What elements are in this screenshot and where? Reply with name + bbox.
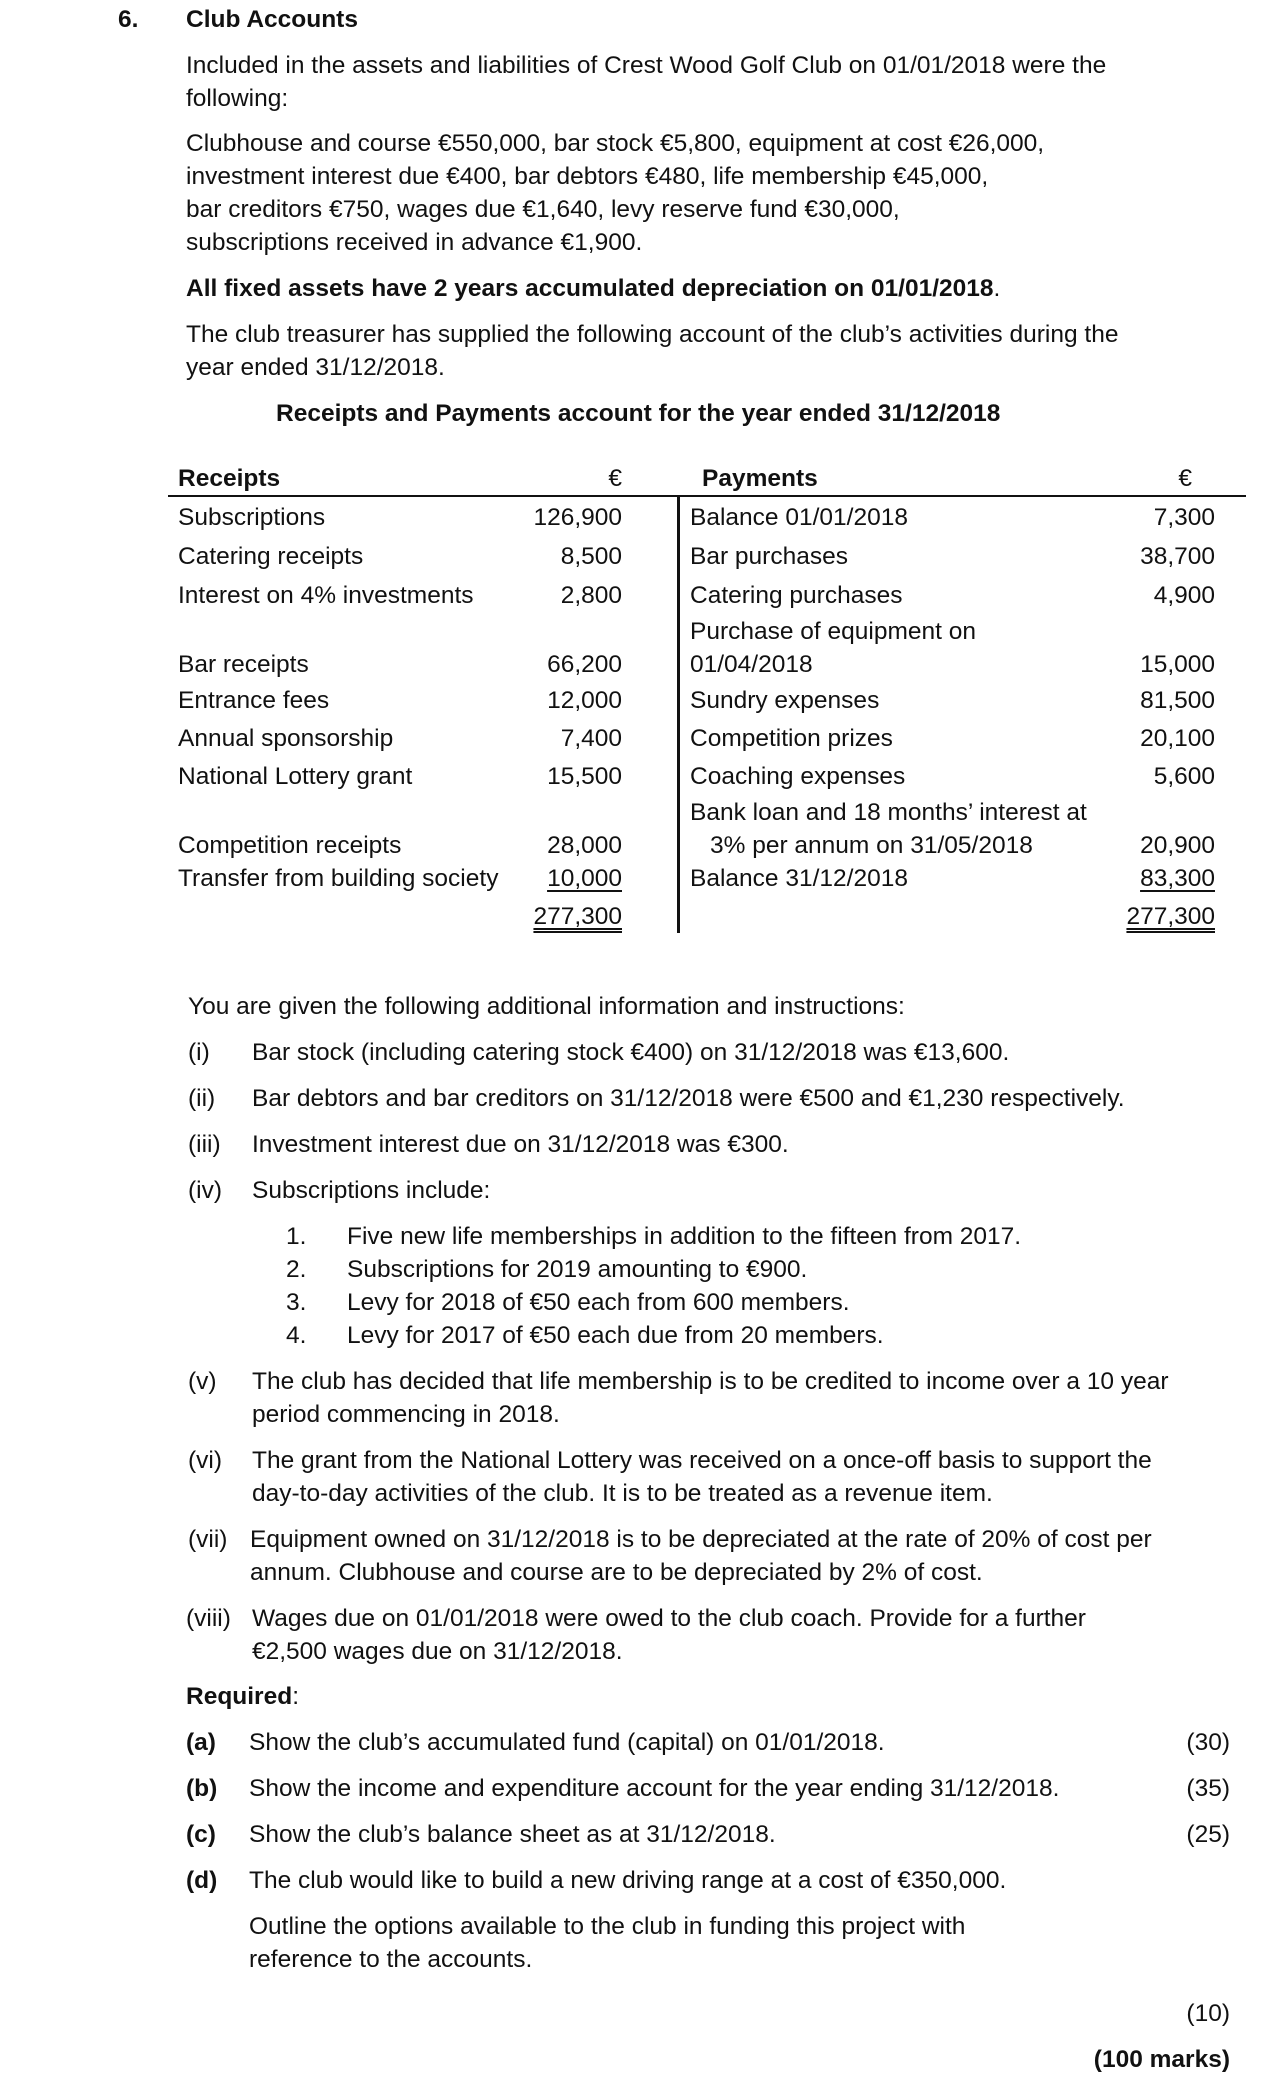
sub-item-number: 1. <box>286 1223 307 1250</box>
info-item-text: The grant from the National Lottery was received on a once-off basis to support the <box>252 1447 1152 1474</box>
intro-line-1: Included in the assets and liabilities of Crest Wood Golf Club on 01/01/2018 were the <box>186 52 1107 79</box>
payment-label: Competition prizes <box>690 725 893 752</box>
payment-amount: 20,100 <box>1140 725 1215 752</box>
info-item-number: (vi) <box>188 1447 223 1474</box>
payment-label: Sundry expenses <box>690 687 880 714</box>
depreciation-note-bold: All fixed assets have 2 years accumulated depreciation on 01/01/2018 <box>186 275 994 302</box>
depreciation-note <box>186 272 1000 305</box>
sub-item-number: 2. <box>286 1256 307 1283</box>
receipts-header: Receipts <box>178 465 281 492</box>
sub-item-number: 4. <box>286 1322 307 1349</box>
info-item-text: annum. Clubhouse and course are to be depreciated by 2% of cost. <box>250 1559 983 1586</box>
table-center-rule <box>677 495 680 933</box>
total-marks: (100 marks) <box>1093 2046 1230 2073</box>
info-item-text: Investment interest due on 31/12/2018 was €300. <box>252 1131 789 1158</box>
payment-label: Bank loan and 18 months’ interest at <box>690 799 1087 826</box>
info-item-text: Bar debtors and bar creditors on 31/12/2018 were €500 and €1,230 respectively. <box>252 1085 1125 1112</box>
receipt-label: National Lottery grant <box>178 763 413 790</box>
payment-amount: 20,900 <box>1140 832 1215 859</box>
question-number: 6. <box>118 6 139 33</box>
required-item-marks: (35) <box>1186 1775 1230 1802</box>
required-item-marks: (25) <box>1186 1821 1230 1848</box>
required-item-text: The club would like to build a new driving range at a cost of €350,000. <box>249 1867 1007 1894</box>
required-item-text: Show the income and expenditure account for the year ending 31/12/2018. <box>249 1775 1060 1802</box>
sub-item-text: Levy for 2018 of €50 each from 600 members. <box>347 1289 850 1316</box>
balances-line-3: bar creditors €750, wages due €1,640, levy reserve fund €30,000, <box>186 196 900 223</box>
payment-label: Balance 31/12/2018 <box>690 865 908 892</box>
receipt-label: Interest on 4% investments <box>178 582 474 609</box>
payment-label: Balance 01/01/2018 <box>690 504 908 531</box>
treasurer-line-2: year ended 31/12/2018. <box>186 354 445 381</box>
receipt-amount: 15,500 <box>547 763 622 790</box>
payment-amount: 81,500 <box>1140 687 1215 714</box>
required-heading-label: Required <box>186 1683 293 1710</box>
required-item-letter: (a) <box>186 1729 216 1756</box>
payment-label-continued: 3% per annum on 31/05/2018 <box>710 832 1033 859</box>
required-item-letter: (d) <box>186 1867 218 1894</box>
payment-label: Catering purchases <box>690 582 903 609</box>
payment-label-continued: 01/04/2018 <box>690 651 813 678</box>
required-item-text: reference to the accounts. <box>249 1946 533 1973</box>
receipt-label: Annual sponsorship <box>178 725 394 752</box>
receipt-label: Catering receipts <box>178 543 364 570</box>
required-heading <box>186 1680 299 1713</box>
receipt-amount: 126,900 <box>533 504 622 531</box>
payment-label: Bar purchases <box>690 543 848 570</box>
receipt-amount: 28,000 <box>547 832 622 859</box>
balances-line-2: investment interest due €400, bar debtors €480, life membership €45,000, <box>186 163 989 190</box>
info-item-text: Bar stock (including catering stock €400) on 31/12/2018 was €13,600. <box>252 1039 1010 1066</box>
receipt-amount: 8,500 <box>560 543 622 570</box>
receipt-amount: 12,000 <box>547 687 622 714</box>
required-item-marks: (10) <box>1186 2000 1230 2027</box>
sub-item-text: Subscriptions for 2019 amounting to €900. <box>347 1256 808 1283</box>
info-item-number: (v) <box>188 1368 217 1395</box>
payment-label: Coaching expenses <box>690 763 906 790</box>
payments-total: 277,300 <box>1126 903 1215 930</box>
receipt-label: Competition receipts <box>178 832 402 859</box>
payments-header: Payments <box>702 465 818 492</box>
sub-item-text: Levy for 2017 of €50 each due from 20 members. <box>347 1322 884 1349</box>
info-item-number: (i) <box>188 1039 210 1066</box>
sub-item-number: 3. <box>286 1289 307 1316</box>
required-item-letter: (b) <box>186 1775 218 1802</box>
payment-label: Purchase of equipment on <box>690 618 977 645</box>
payment-amount: 4,900 <box>1153 582 1215 609</box>
balances-line-1: Clubhouse and course €550,000, bar stock €5,800, equipment at cost €26,000, <box>186 130 1045 157</box>
info-item-text: Wages due on 01/01/2018 were owed to the club coach. Provide for a further <box>252 1605 1086 1632</box>
payment-amount: 5,600 <box>1153 763 1215 790</box>
receipt-label: Bar receipts <box>178 651 309 678</box>
receipt-amount: 10,000 <box>547 865 622 892</box>
payments-currency: € <box>1178 465 1192 492</box>
required-item-text: Outline the options available to the club in funding this project with <box>249 1913 966 1940</box>
question-title: Club Accounts <box>186 6 358 33</box>
required-item-text: Show the club’s balance sheet as at 31/12/2018. <box>249 1821 776 1848</box>
receipt-label: Subscriptions <box>178 504 326 531</box>
receipt-label: Transfer from building society <box>178 865 499 892</box>
info-item-text: Equipment owned on 31/12/2018 is to be depreciated at the rate of 20% of cost per <box>250 1526 1152 1553</box>
info-item-text: The club has decided that life membership is to be credited to income over a 10 year <box>252 1368 1169 1395</box>
info-item-number: (ii) <box>188 1085 216 1112</box>
info-item-number: (viii) <box>186 1605 231 1632</box>
sub-item-text: Five new life memberships in addition to the fifteen from 2017. <box>347 1223 1022 1250</box>
table-header-rule <box>168 495 1246 497</box>
info-item-number: (iv) <box>188 1177 223 1204</box>
required-heading-colon: : <box>292 1683 299 1710</box>
balances-line-4: subscriptions received in advance €1,900. <box>186 229 643 256</box>
required-item-letter: (c) <box>186 1821 216 1848</box>
info-item-number: (iii) <box>188 1131 221 1158</box>
info-item-text: Subscriptions include: <box>252 1177 491 1204</box>
info-item-text: day-to-day activities of the club. It is to be treated as a revenue item. <box>252 1480 993 1507</box>
required-item-marks: (30) <box>1186 1729 1230 1756</box>
receipt-amount: 66,200 <box>547 651 622 678</box>
receipt-amount: 2,800 <box>560 582 622 609</box>
receipt-amount: 7,400 <box>560 725 622 752</box>
info-item-number: (vii) <box>188 1526 228 1553</box>
payment-amount: 7,300 <box>1153 504 1215 531</box>
depreciation-note-end: . <box>993 275 1001 302</box>
receipts-total: 277,300 <box>533 903 622 930</box>
payment-amount: 38,700 <box>1140 543 1215 570</box>
rp-account-title: Receipts and Payments account for the year ended 31/12/2018 <box>276 400 1001 427</box>
treasurer-line-1: The club treasurer has supplied the following account of the club’s activities during the <box>186 321 1119 348</box>
additional-intro: You are given the following additional information and instructions: <box>188 993 905 1020</box>
info-item-text: period commencing in 2018. <box>252 1401 560 1428</box>
receipts-currency: € <box>608 465 622 492</box>
required-item-text: Show the club’s accumulated fund (capital) on 01/01/2018. <box>249 1729 885 1756</box>
intro-line-2: following: <box>186 85 289 112</box>
payment-amount: 15,000 <box>1140 651 1215 678</box>
payment-amount: 83,300 <box>1140 865 1215 892</box>
info-item-text: €2,500 wages due on 31/12/2018. <box>252 1638 623 1665</box>
receipt-label: Entrance fees <box>178 687 330 714</box>
